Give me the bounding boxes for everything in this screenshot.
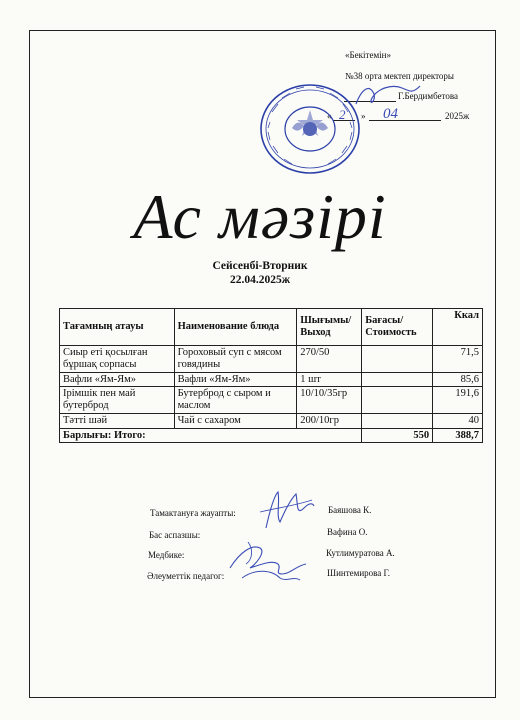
total-kcal: 388,7 xyxy=(433,428,483,443)
header-dish-kz: Тағамның атауы xyxy=(60,309,175,346)
total-label: Барлығы: Итого: xyxy=(60,428,362,443)
table-row xyxy=(60,372,483,387)
cell-dish-kz: Тәтті шәй xyxy=(60,413,175,428)
cell-yield: 270/50 xyxy=(297,346,362,373)
signature-role-nurse: Медбике: xyxy=(148,550,185,560)
cell-yield: 1 шт xyxy=(297,372,362,387)
table-row xyxy=(60,387,483,414)
cell-price xyxy=(362,387,433,414)
menu-date: 22.04.2025ж xyxy=(229,274,291,287)
signature-nurse-scribble xyxy=(222,534,314,586)
cell-kcal: 191,6 xyxy=(433,387,483,414)
menu-day: Сейсенбі-Вторник xyxy=(212,260,308,272)
director-name: Г.Бердимбетова xyxy=(398,91,458,101)
cell-price xyxy=(362,413,433,428)
menu-subtitle xyxy=(0,259,520,288)
cell-price xyxy=(362,346,433,373)
cell-dish-ru: Вафли «Ям-Ям» xyxy=(174,372,297,387)
approval-date-month: 04 xyxy=(383,106,398,122)
menu-title: Ас мәзірі xyxy=(133,181,387,252)
signature-role-responsible: Тамактануға жауапты: xyxy=(150,508,236,518)
signature-role-chef: Бас аспазшы: xyxy=(149,530,201,540)
header-dish-ru: Наименование блюда xyxy=(174,309,297,346)
cell-dish-ru: Бутерброд с сыром и маслом xyxy=(174,387,297,414)
cell-dish-kz: Вафли «Ям-Ям» xyxy=(60,372,175,387)
cell-yield: 200/10гр xyxy=(297,413,362,428)
menu-table xyxy=(59,308,483,443)
approval-heading: «Бекітемін» xyxy=(345,50,391,60)
signature-responsible-scribble xyxy=(256,486,318,536)
approval-position: №38 орта мектеп директоры xyxy=(345,71,454,81)
header-kcal: Ккал xyxy=(433,309,483,346)
signature-name-chef: Вафина О. xyxy=(327,527,368,537)
signature-name-social-pedagogue: Шинтемирова Г. xyxy=(327,568,390,578)
cell-dish-ru: Чай с сахаром xyxy=(174,413,297,428)
signature-name-nurse: Кутлимуратова А. xyxy=(326,548,395,558)
approval-date-day: 2 xyxy=(339,107,346,122)
table-header-row xyxy=(60,309,483,346)
cell-kcal: 40 xyxy=(433,413,483,428)
cell-dish-kz: Сиыр еті қосылған бұршақ сорпасы xyxy=(60,346,175,373)
header-price: Бағасы/ Стоимость xyxy=(362,309,433,346)
director-signature xyxy=(352,80,424,110)
signature-name-responsible: Баяшова К. xyxy=(328,505,372,515)
header-yield: Шығымы/ Выход xyxy=(297,309,362,346)
cell-price xyxy=(362,372,433,387)
table-row xyxy=(60,346,483,373)
cell-dish-kz: Ірімшік пен май бутерброд xyxy=(60,387,175,414)
cell-kcal: 85,6 xyxy=(433,372,483,387)
cell-yield: 10/10/35гр xyxy=(297,387,362,414)
document-page: «Бекітемін» №38 орта мектеп директоры Г.Бердимбетова « 2 » 04 2025ж Ас мәзірі Сейсенбі-Вторник 22.04.2025ж Тағамның атауы Наименование блюда Шығымы/ Выход Бағасы/ Стоимость Ккал Сиыр еті қосылған бұршақ сорпасы Гороховый суп с мясом говядины 270/50 71,5 Вафли «Ям-Ям» Вафли «Ям-Ям» 1 шт 85,6 Ірімшік пен май бутерброд Бутерброд с сыром и маслом 10/10/35гр 191,6 Тәтті шәй Чай с сахаром 200/10гр 40 Барлығы: Итого: 550 388,7 Тамактануға жауапты: Баяшова К. Бас аспазшы: Вафина О. Медбике: Кутлимуратова А. Әлеуметтік педагог: Шинтемирова Г. xyxy=(0,0,520,720)
table-row xyxy=(60,413,483,428)
cell-kcal: 71,5 xyxy=(433,346,483,373)
signature-role-social-pedagogue: Әлеуметтік педагог: xyxy=(147,571,225,581)
total-price: 550 xyxy=(362,428,433,443)
approval-date-year: 2025ж xyxy=(445,111,470,121)
cell-dish-ru: Гороховый суп с мясом говядины xyxy=(174,346,297,373)
table-total-row xyxy=(60,428,483,443)
school-stamp-seal xyxy=(258,82,362,176)
